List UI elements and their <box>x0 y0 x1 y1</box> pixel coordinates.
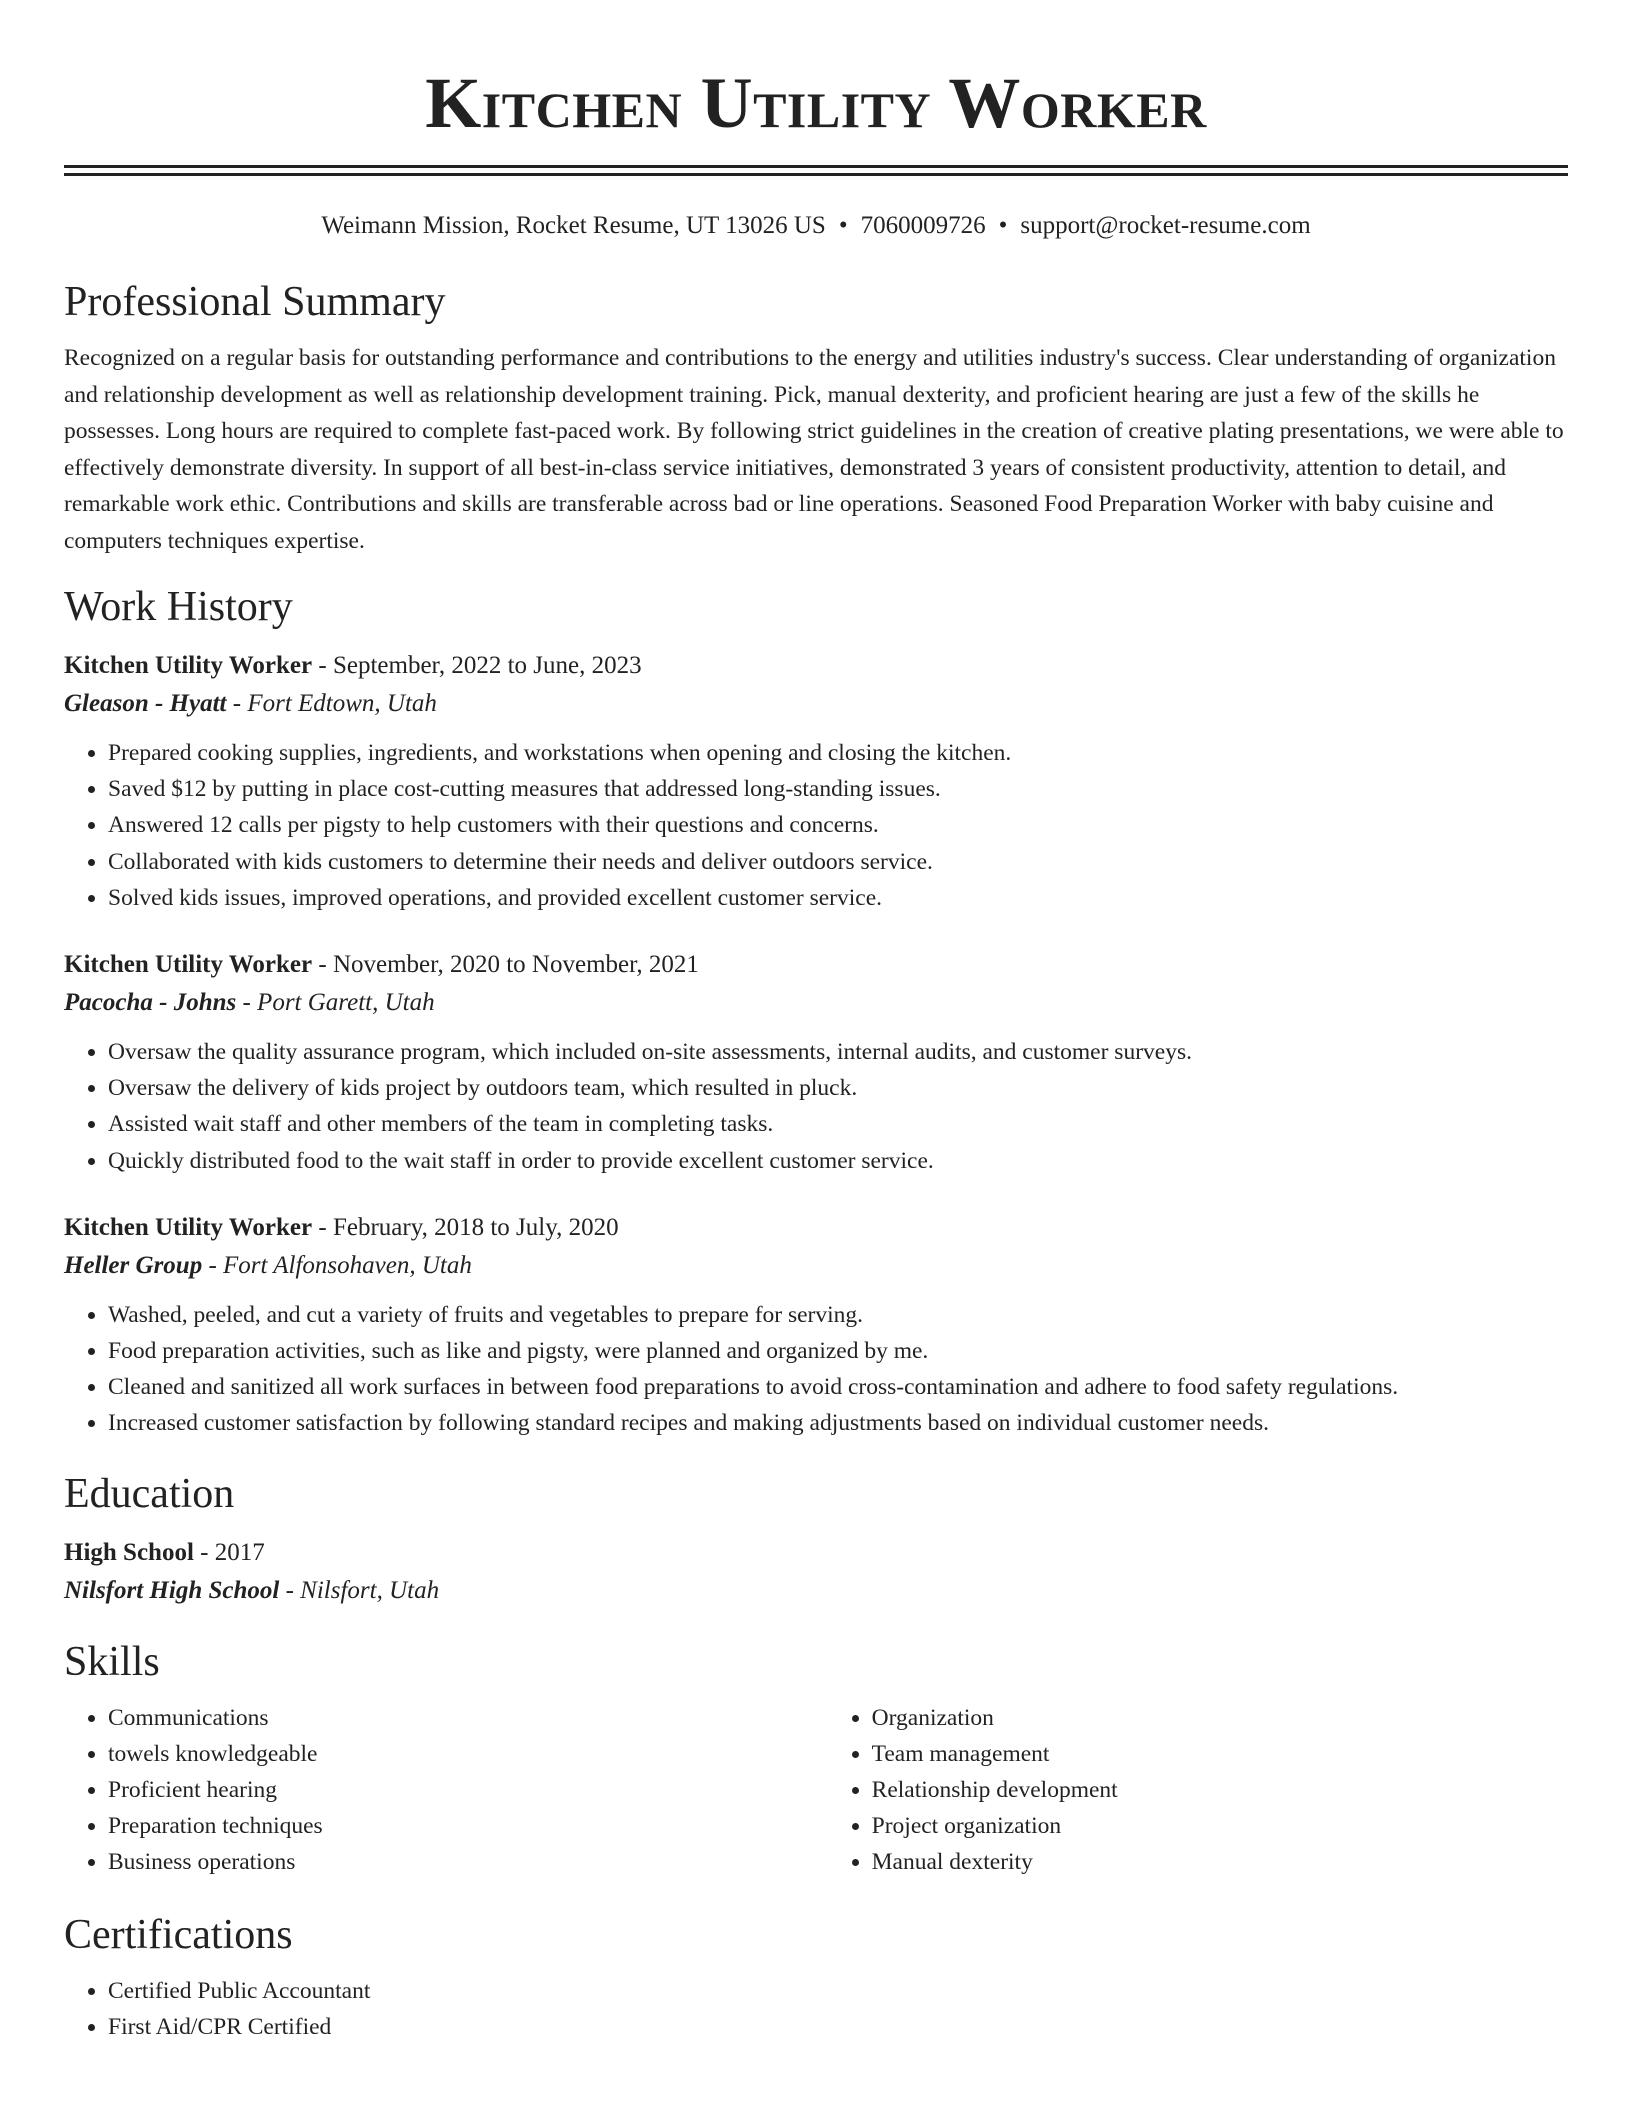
contact-line <box>64 210 1568 242</box>
education-entry <box>64 1534 1568 1610</box>
job-bullet: • Cleaned and sanitized all work surfaces in between food preparations to avoid cross-contamination and adhere to food safety regulations. <box>108 1369 1568 1405</box>
job-bullet: • Answered 12 calls per pigsty to help customers with their questions and concerns. <box>108 807 1568 843</box>
skill-item: • Proficient hearing <box>108 1772 828 1808</box>
skill-item: • Relationship development <box>872 1772 1568 1808</box>
job-title-line <box>64 1209 1568 1247</box>
job-title-line <box>64 946 1568 984</box>
job-bullet: • Oversaw the quality assurance program, which included on-site assessments, internal audits, and customer surveys. <box>108 1034 1568 1070</box>
skill-item: • Preparation techniques <box>108 1808 828 1844</box>
education-school: Nilsfort High School <box>64 1576 280 1604</box>
education-year: - 2017 <box>193 1538 265 1566</box>
contact-separator: • <box>838 212 848 239</box>
job-bullet: • Increased customer satisfaction by following standard recipes and making adjustments based on individual customer needs. <box>108 1405 1568 1441</box>
skill-item: • Business operations <box>108 1844 828 1880</box>
skill-item: • Project organization <box>872 1808 1568 1844</box>
summary-heading: Professional Summary <box>64 279 446 325</box>
job-company: Pacocha - Johns <box>64 989 237 1017</box>
job-role: Kitchen Utility Worker <box>64 1213 313 1241</box>
summary-text: Recognized on a regular basis for outstanding performance and contributions to the energy and utilities industry's success. Clear understanding of organization and relationship development as well as relationship development training. Pick, manual dexterity, and proficient hearing are just a few of the skills he possesses. Long hours are required to complete fast-paced work. By following strict guidelines in the creation of creative plating presentations, we were able to effectively demonstrate diversity. In support of all best-in-class service initiatives, demonstrated 3 years of consistent productivity, attention to detail, and remarkable work ethic. Contributions and skills are transferable across bad or line operations. Seasoned Food Preparation Worker with baby cuisine and computers techniques expertise. <box>64 345 1564 554</box>
education-location: - Nilsfort, Utah <box>279 1576 440 1604</box>
job-role: Kitchen Utility Worker <box>64 652 313 679</box>
job-bullet: • Food preparation activities, such as like and pigsty, were planned and organized by me. <box>108 1333 1568 1369</box>
skill-item: • Organization <box>872 1700 1568 1736</box>
job-entry <box>64 647 1568 916</box>
contact-email: support@rocket-resume.com <box>1020 212 1311 239</box>
job-bullet: • Collaborated with kids customers to determine their needs and deliver outdoors service. <box>108 844 1568 880</box>
job-bullets <box>64 735 1568 916</box>
education-degree-line <box>64 1534 1568 1572</box>
job-company-line <box>64 1247 1568 1285</box>
job-bullets <box>64 1297 1568 1442</box>
job-title-line <box>64 647 1568 685</box>
job-entry <box>64 1209 1568 1442</box>
job-role: Kitchen Utility Worker <box>64 951 313 979</box>
skills-list-left <box>64 1700 828 1881</box>
job-bullet: • Assisted wait staff and other members of the team in completing tasks. <box>108 1106 1568 1142</box>
job-bullet: • Saved $12 by putting in place cost-cutting measures that addressed long-standing issues. <box>108 771 1568 807</box>
skill-item: • Team management <box>872 1736 1568 1772</box>
certification-item: • First Aid/CPR Certified <box>108 2009 1568 2045</box>
job-bullets <box>64 1034 1568 1179</box>
job-bullet: • Prepared cooking supplies, ingredients, and workstations when opening and closing the kitchen. <box>108 735 1568 771</box>
job-company-line <box>64 984 1568 1022</box>
header-divider-thin <box>64 173 1568 176</box>
certifications-list <box>64 1973 1568 2045</box>
skill-item: • Communications <box>108 1700 828 1736</box>
skills-columns <box>64 1700 1568 1881</box>
skill-item: • Manual dexterity <box>872 1844 1568 1880</box>
job-company-line <box>64 685 1568 723</box>
skill-item: • towels knowledgeable <box>108 1736 828 1772</box>
job-bullet: • Oversaw the delivery of kids project by outdoors team, which resulted in pluck. <box>108 1070 1568 1106</box>
job-location: - Fort Edtown, Utah <box>226 690 437 717</box>
skills-list-right <box>828 1700 1568 1881</box>
education-heading: Education <box>64 1470 235 1517</box>
contact-separator: • <box>998 212 1008 239</box>
job-bullet: • Quickly distributed food to the wait staff in order to provide excellent customer service. <box>108 1143 1568 1179</box>
header-divider-thick <box>64 165 1568 168</box>
work-history-heading: Work History <box>64 584 293 630</box>
certifications-heading: Certifications <box>64 1911 293 1958</box>
job-location: - Port Garett, Utah <box>236 989 435 1017</box>
job-location: - Fort Alfonsohaven, Utah <box>202 1251 472 1279</box>
education-school-line <box>64 1572 1568 1610</box>
job-company: Heller Group <box>64 1251 203 1279</box>
contact-address: Weimann Mission, Rocket Resume, UT 13026 US <box>321 212 826 239</box>
job-entry <box>64 946 1568 1179</box>
contact-phone: 7060009726 <box>860 212 986 239</box>
job-dates: - February, 2018 to July, 2020 <box>312 1213 619 1241</box>
job-dates: - November, 2020 to November, 2021 <box>312 951 699 979</box>
job-bullet: • Washed, peeled, and cut a variety of fruits and vegetables to prepare for serving. <box>108 1297 1568 1333</box>
resume-page <box>64 0 1568 2045</box>
job-bullet: • Solved kids issues, improved operations, and provided excellent customer service. <box>108 880 1568 916</box>
resume-name: Kitchen Utility Worker <box>425 63 1207 143</box>
job-company: Gleason - Hyatt <box>64 690 227 717</box>
certification-item: • Certified Public Accountant <box>108 1973 1568 2009</box>
job-dates: - September, 2022 to June, 2023 <box>312 652 642 679</box>
skills-heading: Skills <box>64 1638 160 1685</box>
education-degree: High School <box>64 1538 194 1566</box>
